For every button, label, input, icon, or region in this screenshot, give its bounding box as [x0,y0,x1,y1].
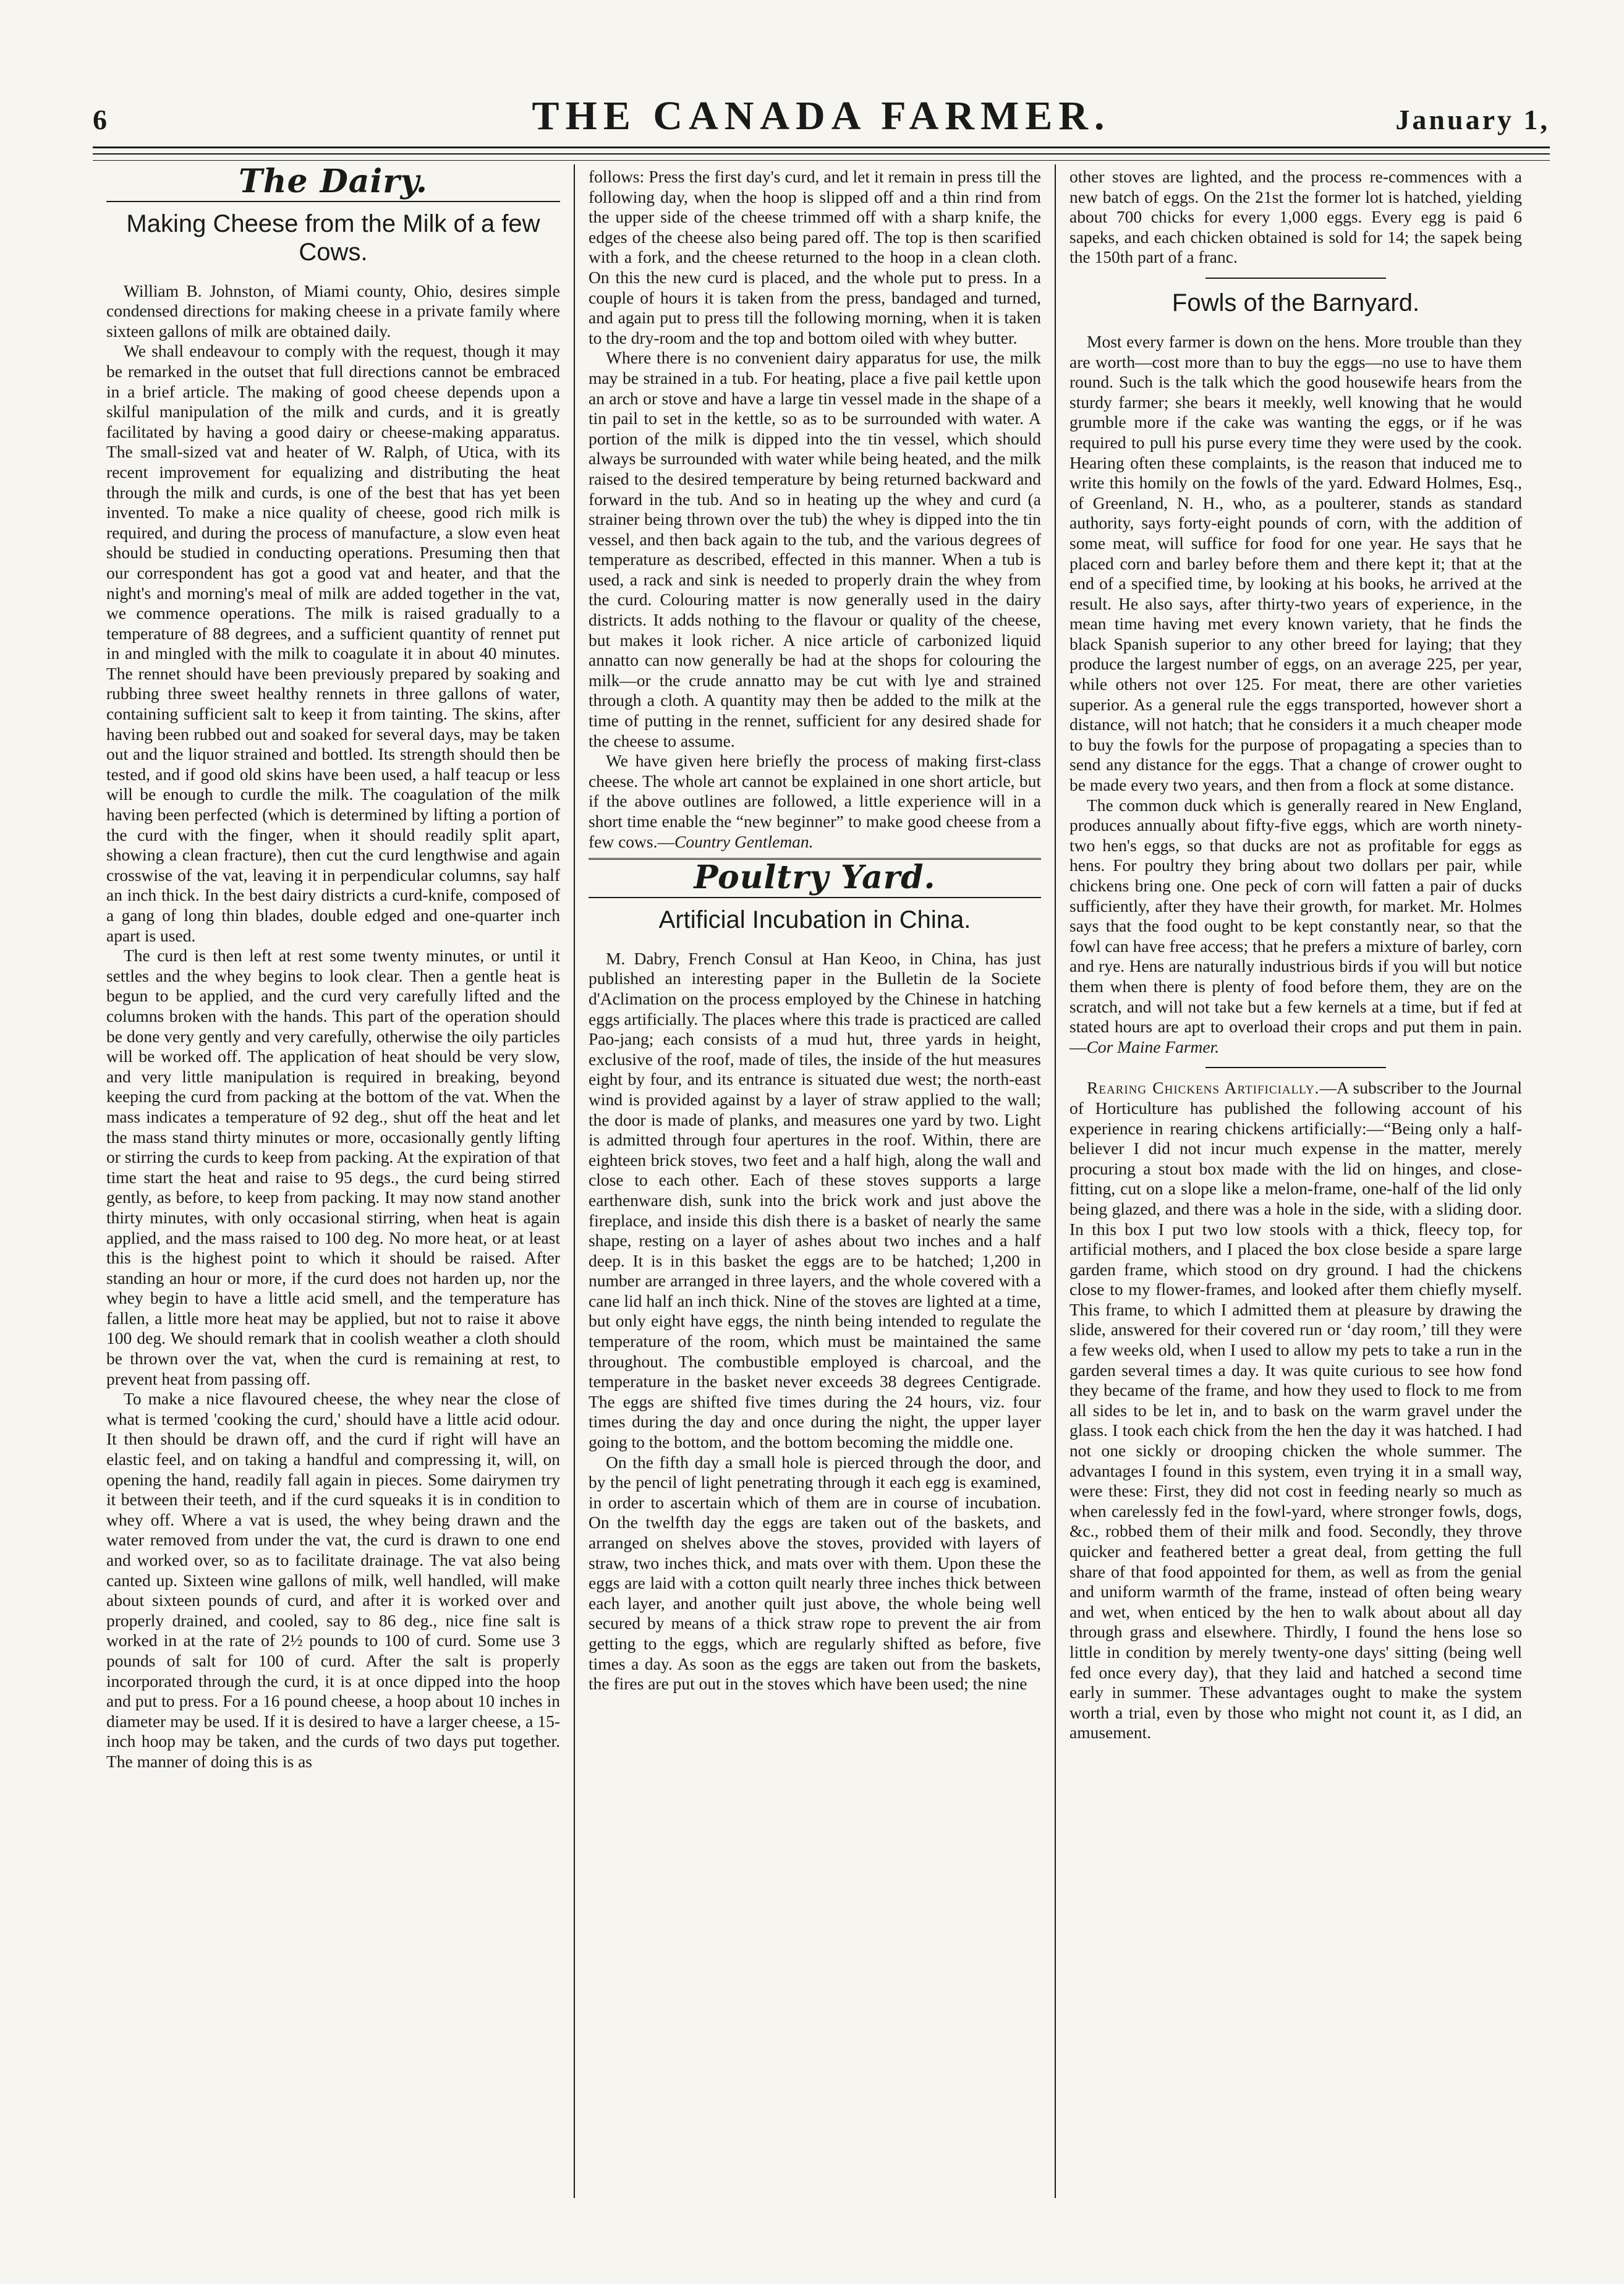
issue-date: January 1, [1395,104,1550,135]
department-heading-poultry: Poultry Yard. [694,859,936,897]
article-paragraph-text: The common duck which is generally reared in New England, produces annually about fifty-five eggs, which are worth ninety-two hen's eggs, so that ducks are not as profitable for eggs as hens. For poultry they bring about two dollars per pair, while chickens bring one. One peck of corn will fatten a pair of ducks sufficiently, after they have their growth, for market. Mr. Holmes says that the food ought to be kept constantly near, so that the fowl can have free access; that he prefers a mixture of barley, corn and rye. Hens are naturally industrious birds if you will but notice them when there is plenty of food before them, they are on the scratch, and will not take but a few kernels at a time, but if fed at stated hours are apt to overload their crops and put them in pain. [1069,795,1522,1037]
ornament-divider [1205,278,1387,279]
column-2 [574,164,1055,2198]
article-paragraph: To make a nice flavoured cheese, the whey near the close of what is termed 'cooking the curd,' should have a little acid odour. It then should be drawn off, and the curd if right will have an elastic feel, and on taking a handful and compressing it, will, on opening the hand, readily fall again in pieces. Some dairymen try it between their teeth, and if the curd squeaks it is in condition to whey off. Where a vat is used, the whey being drawn and the water removed from under the vat, the curd is drawn to one end and worked over, so as to facilitate drainage. The vat also being canted up. Sixteen wine gallons of milk, well handled, will make about sixteen pounds of curd, and after it is worked over and properly drained, and cooled, say to 86 deg., nice fine salt is worked in at the rate of 2½ pounds to 100 of curd. Some use 3 pounds of salt for 100 of curd. After the salt is properly incorporated through the curd, it is at once dipped into the hoop and put to press. For a 16 pound cheese, a hoop about 10 inches in diameter may be used. If it is desired to have a larger cheese, a 15-inch hoop may be taken, and the curds of two days put together. The manner of doing this is as [106,1389,560,1771]
article-paragraph: On the fifth day a small hole is pierced through the door, and by the pencil of light penetrating through it each egg is examined, in order to ascertain which of them are in course of incubation. On the twelfth day the eggs are taken out of the baskets, and arranged on shelves above the stoves, provided with layers of straw, two inches thick, and mats over with them. Upon these the eggs are laid with a cotton quilt nearly three inches thick between each layer, and another quilt just above, the whole being well secured by means of a thick straw rope to prevent the air from getting to the eggs, which are regularly shifted as before, five times a day. As soon as the eggs are taken out from the baskets, the fires are put out in the stoves which have been used; the nine [589,1452,1041,1694]
article-headline-cheese: Making Cheese from the Milk of a few Cows. [126,210,540,266]
masthead [93,93,1550,148]
article-paragraph: The curd is then left at rest some twenty minutes, or until it settles and the whey begins to look clear. Then a gentle heat is begun to be applied, and the curd very carefully lifted and the columns broken with the hands. This part of the operation should be done very gently and very carefully, otherwise the oily particles will be worked off. The application of heat should be very slow, and very little manipulation is required in breaking, beyond keeping the curd from packing at the bottom of the vat. When the mass indicates a temperature of 92 deg., shut off the heat and let the mass stand thirty minutes or more, occasionally gently lifting or stirring the curds to keep from packing. At the expiration of that time start the heat and raise to 95 degs., the curd being stirred gently, as before, to keep from packing. It may now stand another thirty minutes, with only occasional stirring, when heat is again applied, and the mass raised to 100 deg. No more heat, or at least this is the highest point to which it should be raised. After standing an hour or more, if the curd does not harden up, nor the whey begin to have a little acid smell, and the temperature has fallen, a little more heat may be applied, but not to raise it above 100 deg. We should remark that in coolish weather a cloth should be thrown over the vat, when the curd is remaining at rest, to prevent heat from passing off. [106,946,560,1388]
column-1 [93,164,574,2198]
article-headline-fowls: Fowls of the Barnyard. [1171,289,1420,316]
article-paragraph: Where there is no convenient dairy apparatus for use, the milk may be strained in a tub. For heating, place a five pail kettle upon an arch or stove and have a large tin vessel made in the shape of a tin pail to set in the kettle, so as to be surrounded with water. A portion of the milk is dipped into the tin vessel, which should always be surrounded with water while being heated, and the milk raised to the desired temperature by being returned backward and forward in the tub. And so in heating up the whey and curd (a strainer being thrown over the tub) the whey is dipped into the tin vessel, and then back again to the tub, and the various degrees of temperature as described, effected in this manner. When a tub is used, a rack and sink is needed to properly drain the whey from the curd. Colouring matter is now generally used in the dairy districts. It adds nothing to the flavour or quality of the cheese, but makes it look richer. A nice article of carbonized liquid annatto can now generally be had at the shops for colouring the milk—or the crude annatto may be cut with lye and strained through a cloth. A quantity may then be added to the milk at the time of putting in the rennet, sufficient for any desired shade for the cheese to assume. [589,348,1041,750]
article-paragraph [1069,1078,1522,1743]
article-paragraph: We shall endeavour to comply with the request, though it may be remarked in the outset that full directions cannot be embraced in a brief article. The making of good cheese depends upon a skilful manipulation of the milk and curds, and it is greatly facilitated by having a good dairy or cheese-making apparatus. The small-sized vat and heater of W. Ralph, of Utica, with its recent improvement for equalizing and distributing the heat through the milk and curds, is one of the best that has yet been invented. To make a nice quality of cheese, good rich milk is required, and during the process of manufacture, a slow even heat should be studied in conducting operations. Presuming then that our correspondent has got a good vat and heater, and that the night's and morning's meal of milk are added together in the vat, we commence operations. The milk is raised gradually to a temperature of 88 degrees, and a sufficient quantity of rennet put in and mingled with the milk to coagulate it in about 40 minutes. The rennet should have been previously prepared by soaking and rubbing three sweet healthy rennets in three gallons of water, containing sufficient salt to keep it from tainting. The skins, after having been rubbed out and soaked for several days, may be taken out and the liquor strained and bottled. Its strength should then be tested, and if good old skins have been used, a half teacup or less will be enough to curdle the milk. The coagulation of the milk having been perfected (which is determined by lifting a portion of the curd with the finger, when it should readily split apart, showing a clean fracture), then cut the curd lengthwise and again crosswise of the vat, leaving it in perpendicular columns, say half an inch thick. In the best dairy districts a curd-knife, composed of a gang of long thin blades, double edged and one-quarter inch apart is used. [106,341,560,945]
article-paragraph: other stoves are lighted, and the process re-commences with a new batch of eggs. On the 21st the former lot is hatched, yielding about 700 chicks for every 1,000 eggs. Every egg is paid 6 sapeks, and each chicken obtained is sold for 14; the sapek being the 150th part of a franc. [1069,167,1522,267]
page-number: 6 [93,104,107,135]
article-credit: Cor Maine Farmer. [1086,1037,1220,1056]
article-paragraph: We have given here briefly the process of making first-class cheese. The whole art cannot be explained in one short article, but if the above outlines are followed, a little experience will in a short time enable the “new beginner” to make good cheese from a few cows.—Country Gentleman. [589,751,1041,851]
ornament-divider [1205,1067,1387,1068]
newspaper-title: THE CANADA FARMER. [532,93,1111,138]
article-paragraph: Most every farmer is down on the hens. More trouble than they are worth—cost more than to buy the eggs—no use to have them round. Such is the talk which the good housewife hears from the sturdy farmer; she bears it meekly, well knowing that he would grumble more if the cake was wanting the eggs, or if he was required to pull his purse every time they were used by the cook. Hearing often these complaints, is the reason that induced me to write this homily on the fowls of the yard. Edward Holmes, Esq., of Greenland, N. H., who, as a poulterer, stands as standard authority, says forty-eight pounds of corn, with the addition of some meat, will suffice for food for one year. He says that he placed corn and barley before them and there kept it; that at the end of a specified time, by looking at his books, he arrived at the result. He also says, after thirty-two years of experience, in the mean time having met every known variety, that he finds the black Spanish superior to any other breed for laying; that they produce the largest number of eggs, on an average 225, per year, while others not over 125. For meat, there are other varieties superior. As a general rule the eggs transported, however short a distance, will not hatch; that he considers it a much cheaper mode to buy the fowls for the purpose of propagating a species than to send any distance for the eggs. That a change of crower ought to be made every two years, and then from a flock at some distance. [1069,331,1522,795]
section-rule [589,897,1041,898]
columns [93,164,1550,2198]
article-paragraph: The common duck which is generally reared in New England, produces annually about fifty-five eggs, which are worth ninety-two hen's eggs, so that ducks are not as profitable for eggs as hens. For poultry they bring about two dollars per pair, while chickens bring one. One peck of corn will fatten a pair of ducks sufficiently, after they have their growth, for market. Mr. Holmes says that the food ought to be kept constantly near, so that the fowl can have free access; that he prefers a mixture of barley, corn and rye. Hens are naturally industrious birds if you will but notice them when there is plenty of food before them, they are on the scratch, and will not take but a few kernels at a time, but if fed at stated hours are apt to overload their crops and put them in pain.—Cor Maine Farmer. [1069,795,1522,1056]
column-3 [1055,164,1536,2198]
article-credit: Country Gentleman. [674,831,814,851]
article-headline-incubation: Artificial Incubation in China. [658,906,971,933]
lead-caps: Rearing Chickens Artificially. [1087,1078,1320,1098]
article-paragraph: M. Dabry, French Consul at Han Keoo, in China, has just published an interesting paper in the Bulletin de la Societe d'Aclimation on the process employed by the Chinese in hatching eggs artificially. The places where this trade is practiced are called Pao-jang; each consists of a mud hut, three yards in height, exclusive of the roof, made of tiles, the inside of the hut measures eight by four, and its entrance is situated due west; the north-east wind is provided against by a layer of straw applied to the wall; the door is made of planks, and measures one yard by two. Light is admitted through four apertures in the roof. Within, there are eighteen brick stoves, two feet and a half high, along the wall and close to each other. Each of these stoves supports a large earthenware dish, sunk into the brick work and just above the fireplace, and inside this dish there is a basket of nearly the same shape, resting on a layer of ashes about two inches and a half deep. It is in this basket the eggs are to be hatched; 1,200 in number are arranged in three layers, and the whole covered with a cane lid half an inch thick. Nine of the stoves are lighted at a time, but only eight have eggs, the ninth being intended to regulate the temperature of the room, which must be maintained the same throughout. The combustible employed is charcoal, and the temperature in the basket never exceeds 38 degrees Centigrade. The eggs are shifted five times during the 24 hours, viz. four times during the day and once during the night, the upper layer going to the bottom, and the bottom becoming the middle one. [589,948,1041,1452]
department-heading-dairy: The Dairy. [239,164,428,200]
masthead-rule [93,153,1550,161]
section-rule [106,201,560,202]
article-paragraph-text: —A subscriber to the Journal of Horticulture has published the following account of his experience in rearing chickens artificially:—“Being only a half-believer I did not incur much expense in the matter, merely procuring a stout box made with the lid on hinges, and close-fitting, cut on a slope like a melon-frame, one-half of the lid only being glazed, and there was a hole in the side, with a sliding door. In this box I put two low stools with a thick, fleecy top, for artificial mothers, and I placed the box close beside a spare large garden frame, which stood on dry ground. I had the chickens close to my flower-frames, and looked after them chiefly myself. This frame, to which I admitted them at pleasure by drawing the slide, answered for their covered run or ‘day room,’ till they were a few weeks old, when I used to allow my pets to take a run in the garden several times a day. It was quite curious to see how fond they became of the frame, and how they used to flock to me from all sides to be let in, and to bask on the warm gravel under the glass. I took each chick from the hen the day it was hatched. I had not one sickly or drooping chicken the whole summer. The advantages I found in this system, even trying it in a small way, were these: First, they did not cost in feeding nearly so much as when carelessly fed in the fowl-yard, where stronger fowls, dogs, &c., robbed them of their milk and food. Secondly, they throve quicker and feathered better a great deal, from getting the full share of that food appointed for them, as well as from the genial and uniform warmth of the frame, instead of often being weary and wet, when enticed by the hen to walk about about all day through grass and elsewhere. Thirdly, I found the hens lose so little in condition by merely twenty-one days' sitting (being well fed once every day), that they laid and hatched a second time early in summer. These advantages ought to make the system worth a trial, even by those who might not count it, as I did, an amusement. [1069,1078,1522,1743]
article-paragraph: William B. Johnston, of Miami county, Ohio, desires simple condensed directions for making cheese in a private family where sixteen gallons of milk are obtained daily. [106,281,560,341]
article-paragraph-text: We have given here briefly the process of making first-class cheese. The whole art cannot be explained in one short article, but if the above outlines are followed, a little experience will in a short time enable the “new beginner” to make good cheese from a few cows. [589,751,1041,851]
article-paragraph: follows: Press the first day's curd, and let it remain in press till the following day, when the hoop is slipped off and a thin rind from the upper side of the cheese trimmed off with a sharp knife, the edges of the cheese also being pared off. The top is then scarified with a fork, and the cheese returned to the hoop in a clean cloth. On this the new curd is placed, and the whole put to press. In a couple of hours it is taken from the press, bandaged and turned, and again put to press till the following morning, when it is taken to the dry-room and the top and bottom oiled with whey butter. [589,167,1041,347]
